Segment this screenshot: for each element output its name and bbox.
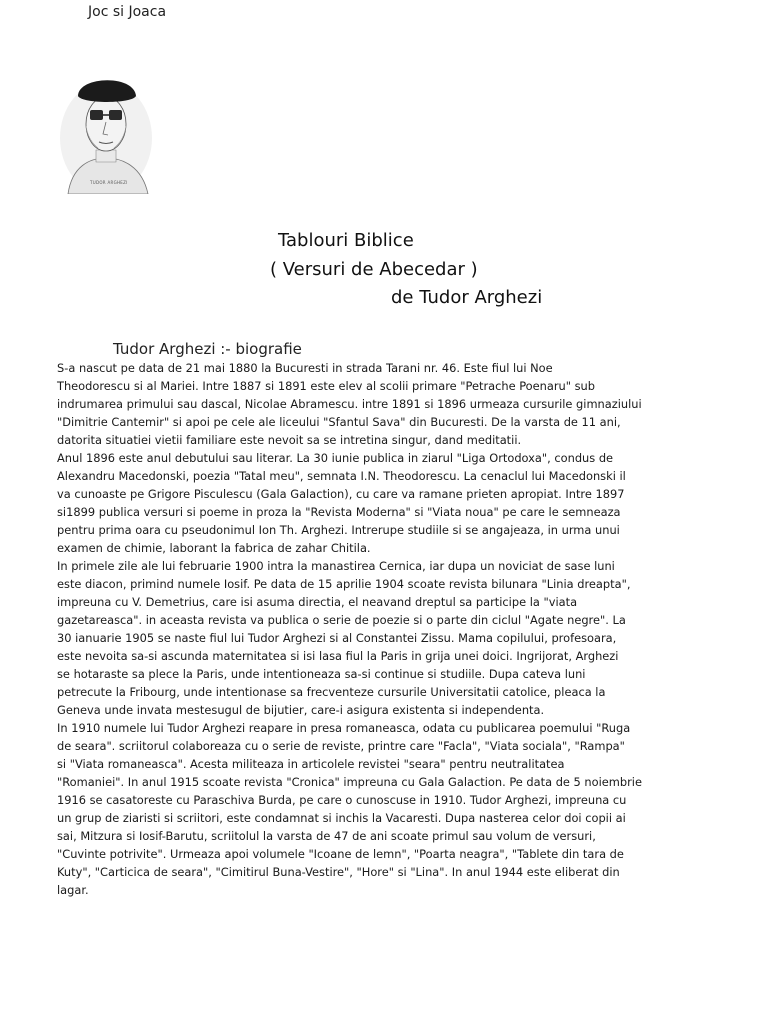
portrait-caption: TUDOR ARGHEZI	[90, 180, 128, 185]
text-line: In 1910 numele lui Tudor Arghezi reapare in presa romaneasca, odata cu publicarea poemului "Ruga	[57, 721, 631, 735]
text-line: lagar.	[57, 883, 89, 897]
text-line: se hotaraste sa plece la Paris, unde intentioneaza sa-si continue si studiile. Dupa cateva luni	[57, 667, 586, 681]
title-author: de Tudor Arghezi	[391, 287, 543, 308]
text-line: petrecute la Fribourg, unde intentionase sa frecventeze cursurile Universitatii catolice, pleaca la	[57, 685, 606, 699]
text-line: datorita situatiei vietii familiare este nevoit sa se intretina singur, dand meditatii.	[57, 433, 522, 447]
text-line: sai, Mitzura si Iosif-Barutu, scriitolul la varsta de 47 de ani scoate primul sau volum de versuri,	[57, 829, 596, 843]
portrait-image	[56, 66, 156, 194]
text-line: pentru prima oara cu pseudonimul Ion Th. Arghezi. Intrerupe studiile si se angajeaza, in urma unui	[57, 523, 620, 537]
text-line: va cunoaste pe Grigore Pisculescu (Gala Galaction), cu care va ramane prieten apropiat. Intre 1897	[57, 487, 625, 501]
text-line: Kuty", "Carticica de seara", "Cimitirul Buna-Vestire", "Hore" si "Lina". In anul 1944 este eliberat din	[57, 865, 620, 879]
title-line-1: Tablouri Biblice	[278, 230, 414, 251]
biography-text	[57, 359, 673, 899]
text-line: S-a nascut pe data de 21 mai 1880 la Bucuresti in strada Tarani nr. 46. Este fiul lui Noe	[57, 361, 553, 375]
text-line: si "Viata romaneasca". Acesta militeaza in articolele revistei "seara" pentru neutralitatea	[57, 757, 565, 771]
document-header-title: Joc si Joaca	[88, 4, 167, 20]
section-title: Tudor Arghezi :- biografie	[113, 340, 302, 358]
text-line: examen de chimie, laborant la fabrica de zahar Chitila.	[57, 541, 371, 555]
text-line: un grup de ziaristi si scriitori, este condamnat si inchis la Vacaresti. Dupa nasterea celor doi copii ai	[57, 811, 626, 825]
text-line: Geneva unde invata mestesugul de bijutier, care-i asigura existenta si independenta.	[57, 703, 545, 717]
text-line: "Dimitrie Cantemir" si apoi pe cele ale liceului "Sfantul Sava" din Bucuresti. De la varsta de 11 ani,	[57, 415, 621, 429]
text-line: "Cuvinte potrivite". Urmeaza apoi volumele "Icoane de lemn", "Poarta neagra", "Tablete din tara de	[57, 847, 624, 861]
text-line: gazetareasca". in aceasta revista va publica o serie de poezie si o parte din ciclul "Agate negre". La	[57, 613, 626, 627]
text-line: este diacon, primind numele Iosif. Pe data de 15 aprilie 1904 scoate revista bilunara "Linia dreapta",	[57, 577, 631, 591]
text-line: de seara". scriitorul colaboreaza cu o serie de reviste, printre care "Facla", "Viata sociala", "Rampa"	[57, 739, 625, 753]
title-line-2: ( Versuri de Abecedar )	[270, 259, 478, 280]
text-line: "Romaniei". In anul 1915 scoate revista "Cronica" impreuna cu Gala Galaction. Pe data de 5 noiembrie	[57, 775, 642, 789]
text-line: impreuna cu V. Demetrius, care isi asuma directia, el neavand dreptul sa participe la "viata	[57, 595, 578, 609]
text-line: Alexandru Macedonski, poezia "Tatal meu", semnata I.N. Theodorescu. La cenaclul lui Macedonski il	[57, 469, 626, 483]
text-line: 1916 se casatoreste cu Paraschiva Burda, pe care o cunoscuse in 1910. Tudor Arghezi, impreuna cu	[57, 793, 627, 807]
text-line: este nevoita sa-si ascunda maternitatea si isi lasa fiul la Paris in grija unei doici. Ingrijorat, Arghezi	[57, 649, 619, 663]
text-line: In primele zile ale lui februarie 1900 intra la manastirea Cernica, iar dupa un noviciat de sase luni	[57, 559, 615, 573]
text-line: Anul 1896 este anul debutului sau literar. La 30 iunie publica in ziarul "Liga Ortodoxa", condus de	[57, 451, 614, 465]
text-line: si1899 publica versuri si poeme in proza la "Revista Moderna" si "Viata noua" pe care le semneaza	[57, 505, 621, 519]
text-line: 30 ianuarie 1905 se naste fiul lui Tudor Arghezi si al Constantei Zissu. Mama copilului, profesoara,	[57, 631, 617, 645]
text-line: indrumarea primului sau dascal, Nicolae Abramescu. intre 1891 si 1896 urmeaza cursurile gimnaziului	[57, 397, 642, 411]
text-line: Theodorescu si al Mariei. Intre 1887 si 1891 este elev al scolii primare "Petrache Poenaru" sub	[57, 379, 596, 393]
portrait-sketch-icon	[56, 66, 156, 194]
